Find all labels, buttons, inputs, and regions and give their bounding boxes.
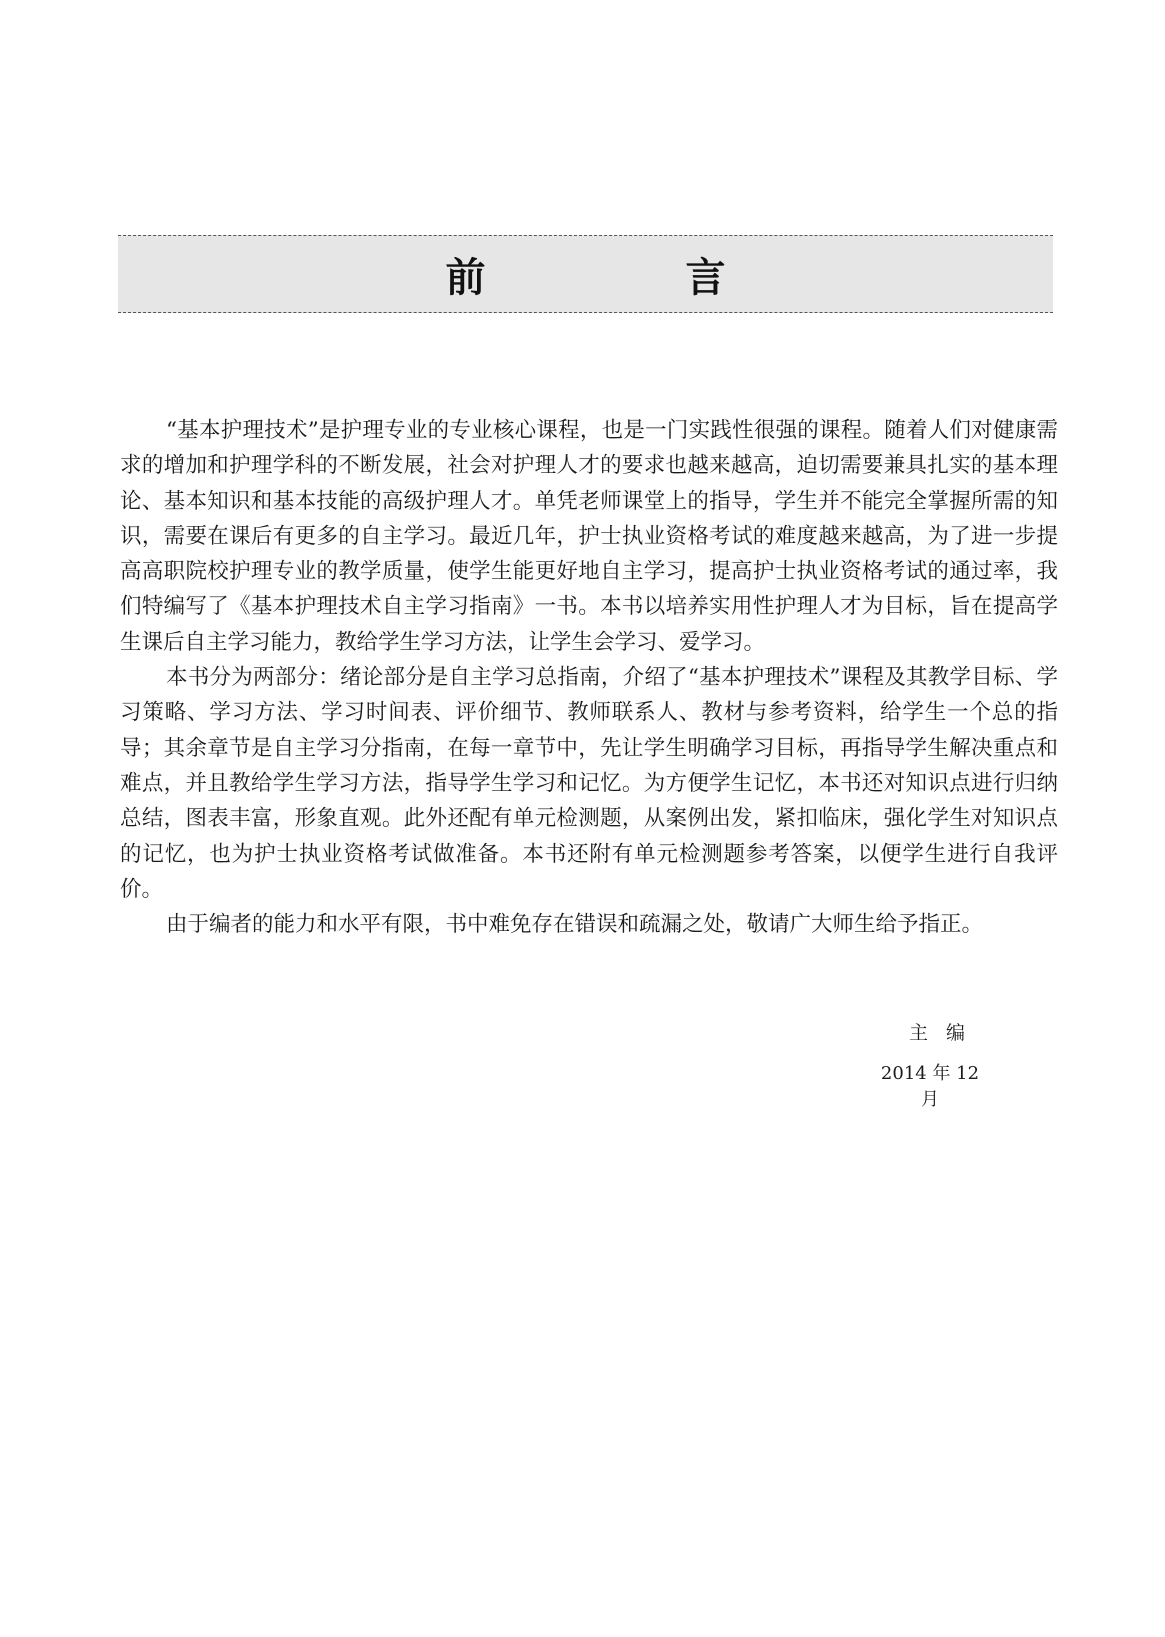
title-band [118,235,1053,313]
paragraph-closing: 由于编者的能力和水平有限，书中难免存在错误和疏漏之处，敬请广大师生给予指正。 [166,912,984,938]
signature-block [870,1018,990,1111]
paragraph-intro: “基本护理技术”是护理专业的专业核心课程，也是一门实践性很强的课程。随着人们对健康需求的增加和护理学科的不断发展，社会对护理人才的要求也越来越高，迫切需要兼具扎实的基本理论、基本知识和基本技能的高级护理人才。单凭老师课堂上的指导，学生并不能完全掌握所需的知识，需要在课后有更多的自主学习。最近几年，护士执业资格考试的难度越来越高，为了进一步提高高职院校护理专业的教学质量，使学生能更好地自主学习，提高护士执业资格考试的通过率，我们特编写了《基本护理技术自主学习指南》一书。本书以培养实用性护理人才为目标，旨在提高学生课后自主学习能力，教给学生学习方法，让学生会学习、爱学习。 [120,418,1058,655]
paragraph-structure: 本书分为两部分：绪论部分是自主学习总指南，介绍了“基本护理技术”课程及其教学目标、学习策略、学习方法、学习时间表、评价细节、教师联系人、教材与参考资料，给学生一个总的指导；其余章节是自主学习分指南，在每一章节中，先让学生明确学习目标，再指导学生解决重点和难点，并且教给学生学习方法，指导学生学习和记忆。为方便学生记忆，本书还对知识点进行归纳总结，图表丰富，形象直观。此外还配有单元检测题，从案例出发，紧扣临床，强化学生对知识点的记忆，也为护士执业资格考试做准备。本书还附有单元检测题参考答案，以便学生进行自我评价。 [120,665,1058,902]
signature-role: 主编 [908,1022,983,1044]
signature-date: 2014 年 12 月 [880,1063,980,1110]
page-title: 前 言 [445,254,806,301]
preface-body [120,413,1058,942]
